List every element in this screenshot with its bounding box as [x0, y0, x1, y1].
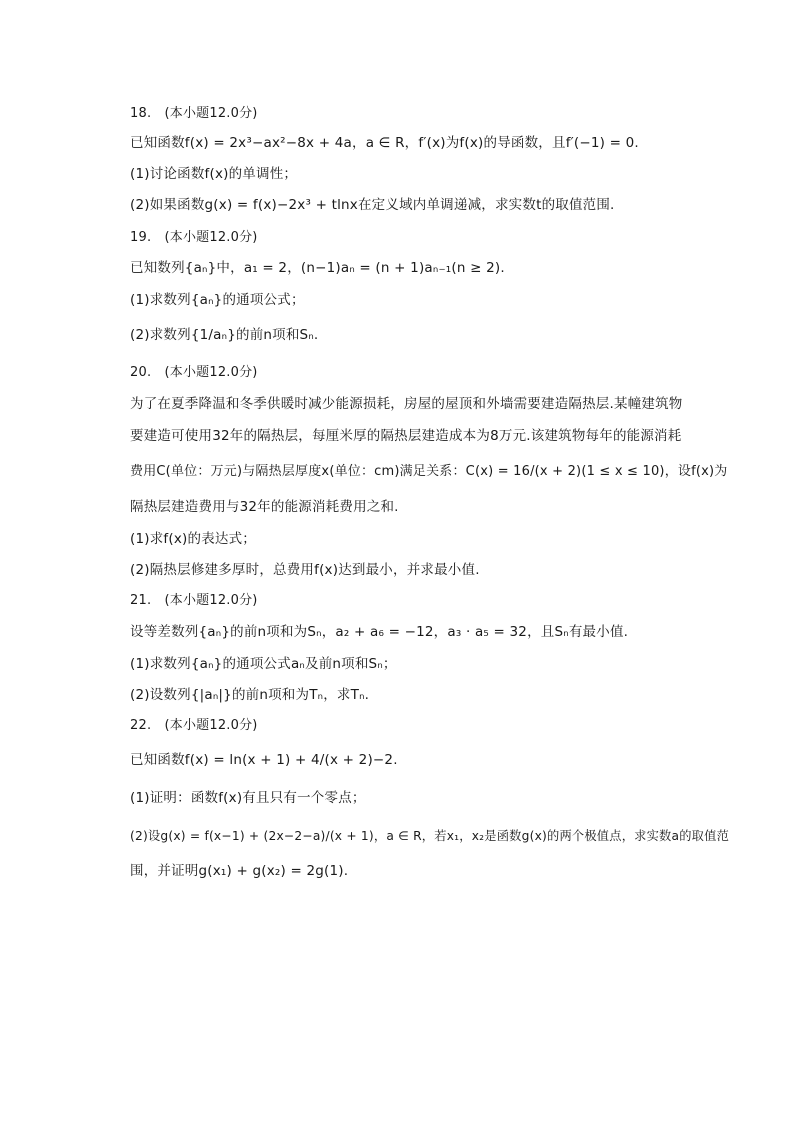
problem-21-part-1: (1)求数列{aₙ}的通项公式aₙ及前n项和Sₙ；: [130, 656, 397, 672]
problem-19-part-2: (2)求数列{1/aₙ}的前n项和Sₙ.: [130, 327, 319, 343]
problem-21-part-2: (2)设数列{|aₙ|}的前n项和为Tₙ，求Tₙ.: [130, 687, 370, 703]
problem-22-statement: 已知函数f(x) = ln(x + 1) + 4/(x + 2)−2.: [130, 752, 398, 768]
problem-22-part-2-line-2: 围，并证明g(x₁) + g(x₂) = 2g(1).: [130, 863, 349, 879]
problem-18-part-1: (1)讨论函数f(x)的单调性；: [130, 166, 298, 182]
problem-19-statement: 已知数列{aₙ}中，a₁ = 2，(n−1)aₙ = (n + 1)aₙ₋₁(n ≥ 2).: [130, 260, 505, 276]
problem-20-statement-line-2: 要建造可使用32年的隔热层，每厘米厚的隔热层建造成本为8万元.该建筑物每年的能源消耗: [130, 428, 682, 444]
problem-21-statement: 设等差数列{aₙ}的前n项和为Sₙ，a₂ + a₆ = −12，a₃ · a₅ = 32，且Sₙ有最小值.: [130, 624, 629, 640]
problem-20-part-2: (2)隔热层修建多厚时，总费用f(x)达到最小，并求最小值.: [130, 562, 480, 578]
problem-22-part-1: (1)证明：函数f(x)有且只有一个零点；: [130, 790, 366, 806]
problem-22-part-2-line-1: (2)设g(x) = f(x−1) + (2x−2−a)/(x + 1)，a ∈ R，若x₁，x₂是函数g(x)的两个极值点，求实数a的取值范: [130, 829, 730, 843]
problem-18-header: 18. (本小题12.0分): [130, 106, 258, 121]
problem-20-statement-line-3: 费用C(单位：万元)与隔热层厚度x(单位：cm)满足关系：C(x) = 16/(x + 2)(1 ≤ x ≤ 10)，设f(x)为: [130, 464, 728, 479]
problem-18-part-2: (2)如果函数g(x) = f(x)−2x³ + tlnx在定义域内单调递减，求实数t的取值范围.: [130, 197, 615, 213]
problem-20-statement-line-1: 为了在夏季降温和冬季供暖时减少能源损耗，房屋的屋顶和外墙需要建造隔热层.某幢建筑物: [130, 396, 683, 412]
problem-22-header: 22. (本小题12.0分): [130, 718, 258, 733]
problem-19-part-1: (1)求数列{aₙ}的通项公式；: [130, 292, 305, 308]
problem-21-header: 21. (本小题12.0分): [130, 593, 258, 608]
problem-19-header: 19. (本小题12.0分): [130, 230, 258, 245]
problem-20-header: 20. (本小题12.0分): [130, 365, 258, 380]
problem-18-statement: 已知函数f(x) = 2x³−ax²−8x + 4a，a ∈ R，f′(x)为f(x)的导函数，且f′(−1) = 0.: [130, 135, 639, 151]
problem-20-part-1: (1)求f(x)的表达式；: [130, 531, 256, 547]
problem-20-statement-line-4: 隔热层建造费用与32年的能源消耗费用之和.: [130, 499, 399, 515]
